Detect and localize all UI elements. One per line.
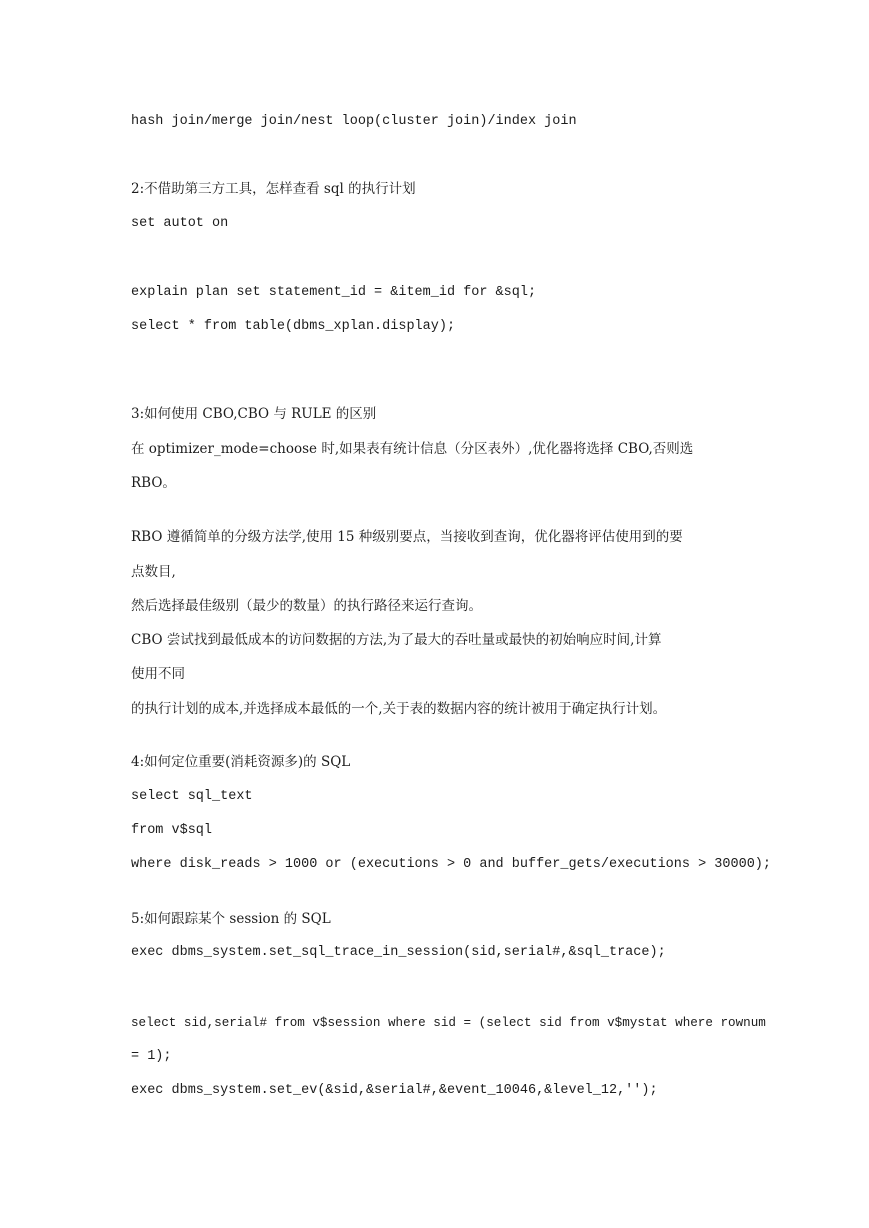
paragraph-cbo-line-2: 使用不同 <box>131 666 185 682</box>
code-line-dbms-xplan: select * from table(dbms_xplan.display); <box>131 319 456 334</box>
paragraph-cbo-line-1: CBO 尝试找到最低成本的访问数据的方法,为了最大的吞吐量或最快的初始响应时间,计算 <box>131 632 662 648</box>
section-3-heading: 3:如何使用 CBO,CBO 与 RULE 的区别 <box>131 406 377 422</box>
section-5-heading: 5:如何跟踪某个 session 的 SQL <box>131 911 331 927</box>
section-2-heading: 2:不借助第三方工具，怎样查看 sql 的执行计划 <box>131 181 416 197</box>
paragraph-cbo-line-3: 的执行计划的成本,并选择成本最低的一个,关于表的数据内容的统计被用于确定执行计划。 <box>131 701 667 717</box>
paragraph-optimizer-line-1: 在 optimizer_mode=choose 时,如果表有统计信息（分区表外）,优化器将选择 CBO,否则选 <box>131 441 694 457</box>
paragraph-rbo-line-2: 点数目, <box>131 564 176 580</box>
code-line-explain-plan: explain plan set statement_id = &item_id for &sql; <box>131 285 537 300</box>
code-line-select-sid-serial: select sid,serial# from v$session where sid = (select sid from v$mystat where rownum <box>131 1016 766 1030</box>
code-line-set-ev: exec dbms_system.set_ev(&sid,&serial#,&event_10046,&level_12,''); <box>131 1083 658 1098</box>
code-line-from-vsql: from v$sql <box>131 823 213 838</box>
paragraph-optimizer-line-2: RBO。 <box>131 475 176 491</box>
paragraph-rbo-line-1: RBO 遵循简单的分级方法学,使用 15 种级别要点，当接收到查询，优化器将评估使用到的要 <box>131 529 683 545</box>
paragraph-rbo-line-3: 然后选择最佳级别（最少的数量）的执行路径来运行查询。 <box>131 598 482 614</box>
code-line-select-sql-text: select sql_text <box>131 789 253 804</box>
code-line-set-sql-trace: exec dbms_system.set_sql_trace_in_session(sid,serial#,&sql_trace); <box>131 945 666 960</box>
code-line-rownum-continuation: = 1); <box>131 1049 172 1064</box>
join-types-line: hash join/merge join/nest loop(cluster join)/index join <box>131 114 577 129</box>
section-4-heading: 4:如何定位重要(消耗资源多)的 SQL <box>131 754 351 770</box>
code-line-where-disk-reads: where disk_reads > 1000 or (executions > 0 and buffer_gets/executions > 30000); <box>131 857 772 872</box>
code-line-set-autot: set autot on <box>131 216 229 231</box>
